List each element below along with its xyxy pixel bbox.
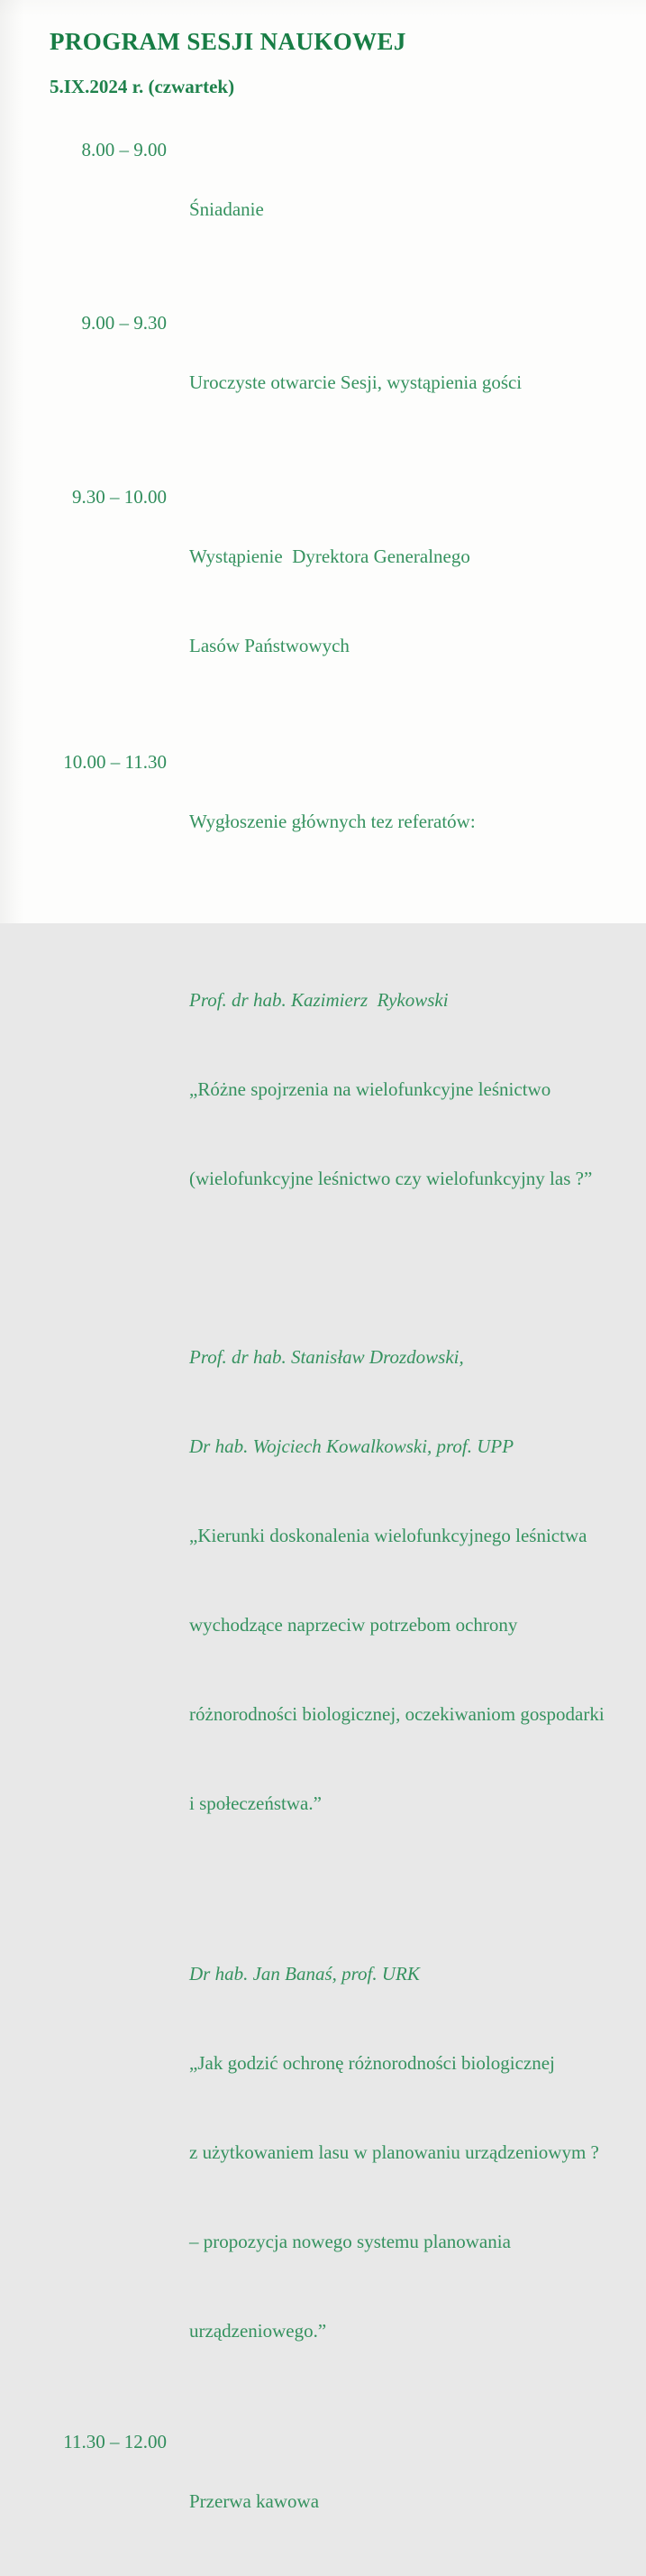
event-line: Przerwa kawowa: [189, 2490, 320, 2512]
talk-title-line: wychodzące naprzeciw potrzebom ochrony: [189, 1614, 518, 1636]
time-range: 9.30 – 10.00: [72, 486, 167, 508]
session-date: 5.IX.2024 r. (czwartek): [50, 76, 235, 97]
event-line: Wygłoszenie głównych tez referatów:: [189, 811, 476, 832]
time-range: 9.00 – 9.30: [81, 312, 167, 334]
schedule-row-coffee-break: [0, 2427, 646, 2576]
talk-title-line: różnorodności biologicznej, oczekiwaniom gospodarki: [189, 1703, 605, 1725]
talk-speaker: Prof. dr hab. Kazimierz Rykowski: [189, 989, 449, 1011]
schedule-row-breakfast: [0, 135, 646, 284]
schedule-row-main-theses: [0, 747, 646, 896]
talk-title-line: „Kierunki doskonalenia wielofunkcyjnego leśnictwa: [189, 1525, 587, 1546]
time-range: 10.00 – 11.30: [63, 751, 167, 773]
talk-speaker: Prof. dr hab. Stanisław Drozdowski,: [189, 1346, 464, 1368]
event-line: Wystąpienie Dyrektora Generalnego: [189, 545, 470, 567]
talk-title-line: (wielofunkcyjne leśnictwo czy wielofunkcyjny las ?”: [189, 1168, 593, 1189]
talk-banas: [189, 1900, 646, 2406]
talk-title-line: „Jak godzić ochronę różnorodności biologicznej: [189, 2052, 555, 2074]
event-description: [167, 135, 264, 284]
event-description: [167, 747, 476, 896]
talk-title-line: – propozycja nowego systemu planowania: [189, 2231, 511, 2252]
talk-title-line: i społeczeństwa.”: [189, 1792, 322, 1814]
talk-title-line: urządzeniowego.”: [189, 2320, 327, 2342]
time-range: 8.00 – 9.00: [81, 139, 167, 160]
page-title: PROGRAM SESJI NAUKOWEJ: [50, 28, 406, 55]
event-description: [167, 308, 522, 457]
event-line: Lasów Państwowych: [189, 635, 350, 656]
talk-speaker: Dr hab. Wojciech Kowalkowski, prof. UPP: [189, 1435, 514, 1457]
talk-title-line: „Różne spojrzenia na wielofunkcyjne leśnictwo: [189, 1078, 551, 1100]
talk-title-line: z użytkowaniem lasu w planowaniu urządzeniowym ?: [189, 2141, 599, 2163]
event-description: [167, 482, 470, 720]
event-description: [167, 2427, 319, 2576]
talk-speaker: Dr hab. Jan Banaś, prof. URK: [189, 1963, 420, 1985]
talk-rykowski: [189, 926, 646, 1253]
time-range: 11.30 – 12.00: [63, 2431, 167, 2452]
schedule-row-director-speech: [0, 482, 646, 720]
schedule-row-opening: [0, 308, 646, 457]
event-line: Uroczyste otwarcie Sesji, wystąpienia gości: [189, 371, 523, 393]
talk-drozdowski-kowalkowski: [189, 1283, 646, 1878]
event-line: Śniadanie: [189, 198, 264, 220]
